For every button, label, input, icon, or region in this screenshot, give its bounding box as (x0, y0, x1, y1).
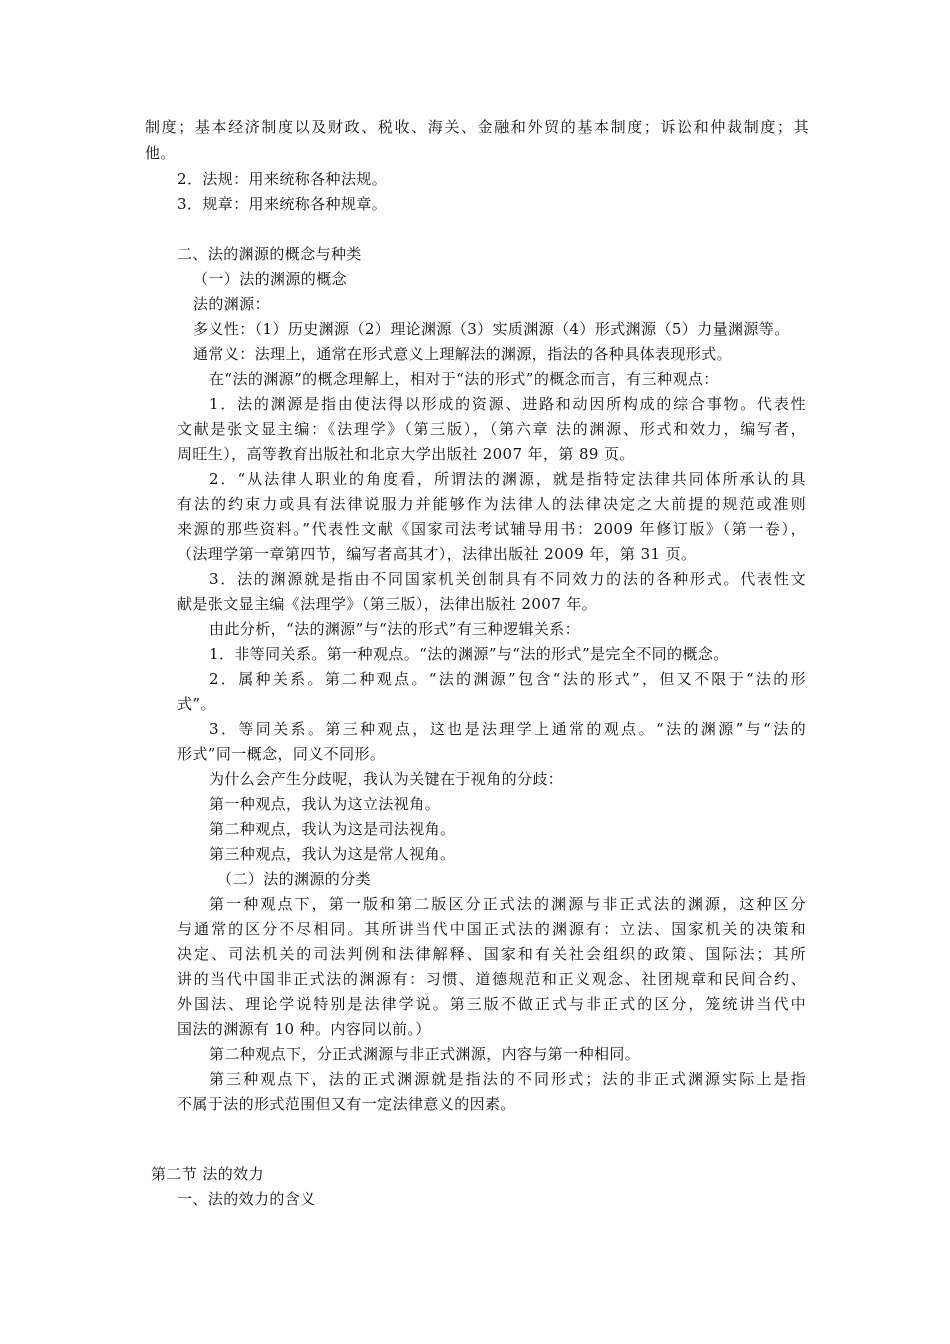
text-line: 3．法的渊源就是指由不同国家机关创制具有不同效力的法的各种形式。代表性文 (209, 570, 806, 588)
text-line: （法理学第一章第四节，编写者高其才），法律出版社 2009 年，第 31 页。 (177, 545, 697, 563)
text-line: 他。 (145, 144, 176, 162)
subsection-heading: （二）法的渊源的分类 (217, 870, 372, 888)
section-heading: 一、法的效力的含义 (177, 1190, 316, 1208)
text-line: 文献是张文显主编：《法理学》（第三版），（第六章 法的渊源、形式和效力，编写者， (177, 420, 806, 438)
text-line: 在“法的渊源”的概念理解上，相对于“法的形式”的概念而言，有三种观点： (209, 370, 719, 388)
text-line: 多义性：（1）历史渊源（2）理论渊源（3）实质渊源（4）形式渊源（5）力量渊源等。 (193, 320, 790, 338)
text-line: 外国法、理论学说特别是法律学说。第三版不做正式与非正式的区分，笼统讲当代中 (177, 995, 806, 1013)
text-line: 2．法规：用来统称各种法规。 (177, 170, 388, 188)
text-line: 讲的当代中国非正式法的渊源有：习惯、道德规范和正义观念、社团规章和民间合约、 (177, 970, 806, 988)
text-line: 2．“从法律人职业的角度看，所谓法的渊源，就是指特定法律共同体所承认的具 (209, 470, 806, 488)
text-line: 通常义：法理上，通常在形式意义上理解法的渊源，指法的各种具体表现形式。 (193, 345, 733, 363)
section-heading: 二、法的渊源的概念与种类 (177, 245, 362, 263)
subsection-heading: （一）法的渊源的概念 (193, 270, 348, 288)
text-line: 第三种观点，我认为这是常人视角。 (209, 845, 456, 863)
text-line: 有法的约束力或具有法律说服力并能够作为法律人的法律决定之大前提的规范或准则 (177, 495, 806, 513)
text-line: 第一种观点下，第一版和第二版区分正式法的渊源与非正式法的渊源，这种区分 (209, 895, 806, 913)
text-line: 1．法的渊源是指由使法得以形成的资源、进路和动因所构成的综合事物。代表性 (209, 395, 806, 413)
text-line: 3．规章：用来统称各种规章。 (177, 195, 388, 213)
text-line: 式”。 (177, 695, 216, 713)
text-line: 国法的渊源有 10 种。内容同以前。） (177, 1020, 431, 1038)
text-line: 法的渊源： (193, 295, 271, 313)
text-line: 由此分析，“法的渊源”与“法的形式”有三种逻辑关系： (209, 620, 581, 638)
text-line: 与通常的区分不尽相同。其所讲当代中国正式法的渊源有：立法、国家机关的决策和 (177, 920, 806, 938)
text-line: 第一种观点，我认为这立法视角。 (209, 795, 441, 813)
text-line: 第三种观点下，法的正式渊源就是指法的不同形式；法的非正式渊源实际上是指 (209, 1070, 806, 1088)
text-line: 制度；基本经济制度以及财政、税收、海关、金融和外贸的基本制度；诉讼和仲裁制度；其 (145, 118, 809, 136)
text-line: 第二种观点，我认为这是司法视角。 (209, 820, 456, 838)
text-line: 2．属种关系。第二种观点。“法的渊源”包含“法的形式”，但又不限于“法的形 (209, 670, 806, 688)
text-line: 献是张文显主编《法理学》（第三版），法律出版社 2007 年。 (177, 595, 598, 613)
text-line: 为什么会产生分歧呢，我认为关键在于视角的分歧： (209, 770, 564, 788)
text-line: 3．等同关系。第三种观点，这也是法理学上通常的观点。“法的渊源”与“法的 (209, 720, 806, 738)
text-line: 不属于法的形式范围但又有一定法律意义的因素。 (177, 1095, 516, 1113)
chapter-section-heading: 第二节 法的效力 (151, 1165, 264, 1183)
text-line: 周旺生），高等教育出版社和北京大学出版社 2007 年，第 89 页。 (177, 445, 635, 463)
text-line: 1．非等同关系。第一种观点。“法的渊源”与“法的形式”是完全不同的概念。 (209, 645, 729, 663)
text-line: 决定、司法机关的司法判例和法律解释、国家和有关社会组织的政策、国际法；其所 (177, 945, 806, 963)
text-line: 形式”同一概念，同义不同形。 (177, 745, 386, 763)
text-line: 第二种观点下，分正式渊源与非正式渊源，内容与第一种相同。 (209, 1045, 641, 1063)
text-line: 来源的那些资料。”代表性文献《国家司法考试辅导用书：2009 年修订版》（第一卷）， (177, 520, 806, 538)
